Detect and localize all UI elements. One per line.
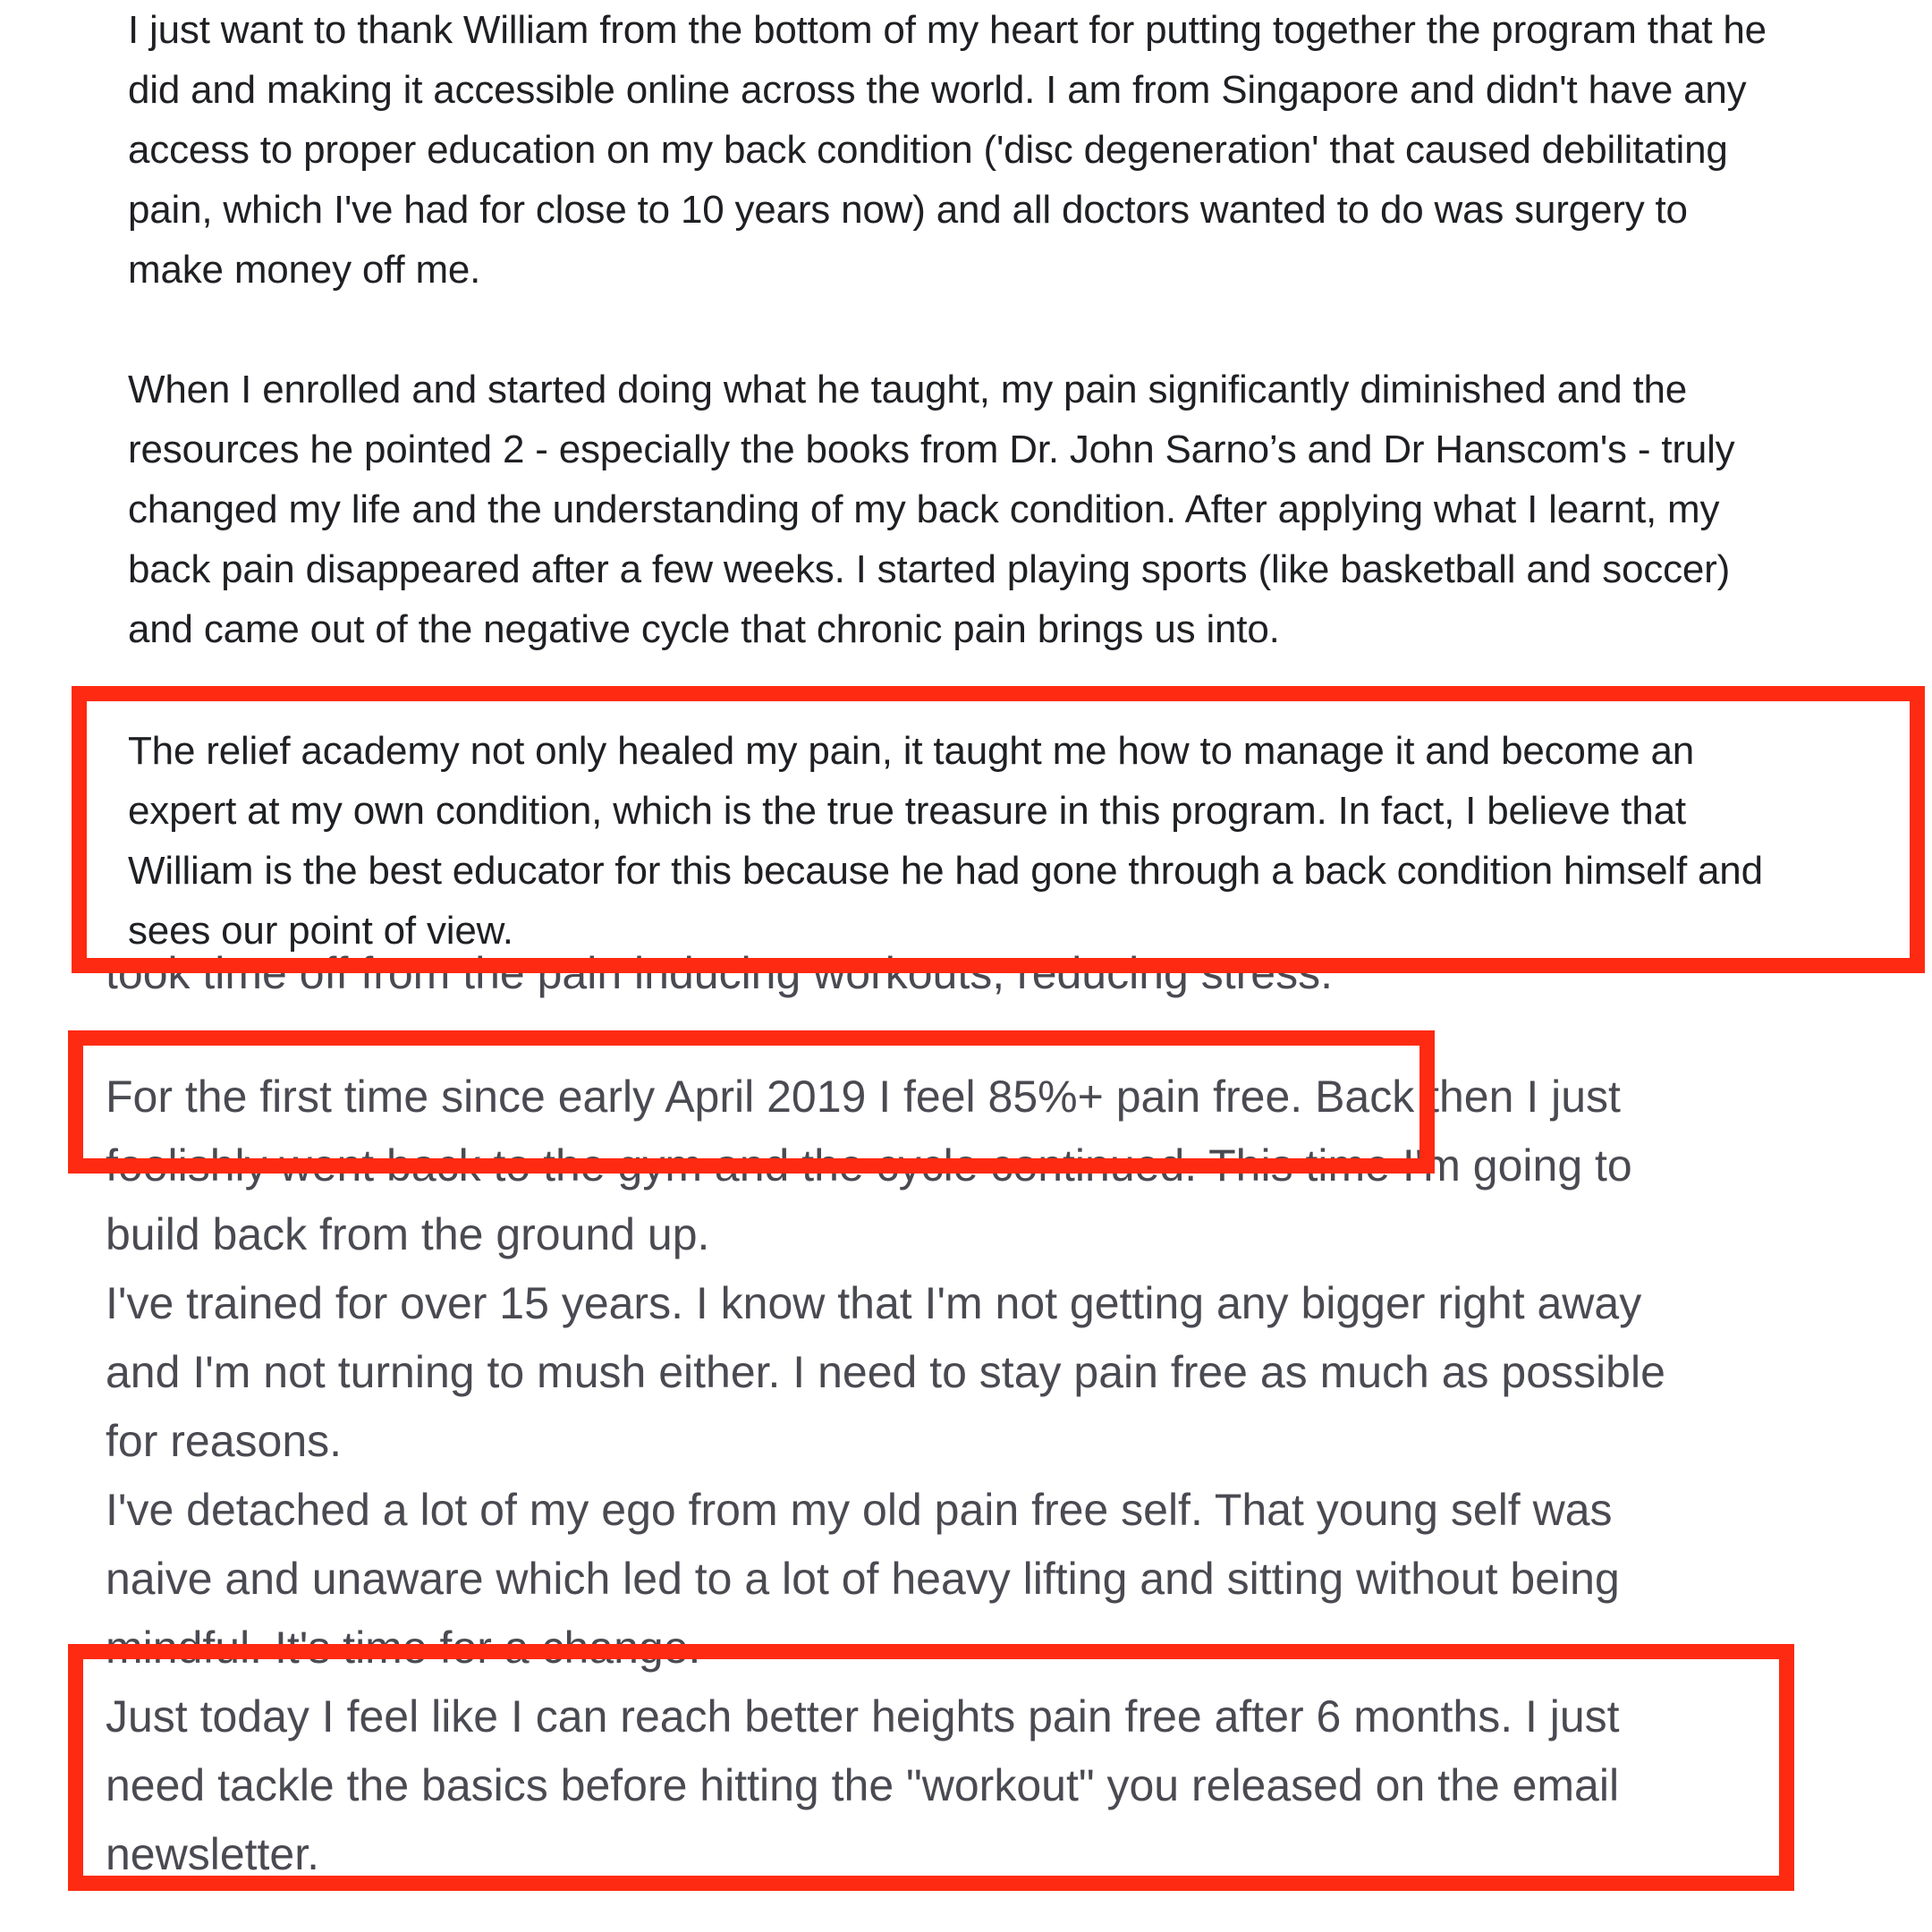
review-two-partial-line	[106, 948, 1333, 1011]
review-one	[128, 0, 1872, 659]
review-two-line-text: I've detached a lot of my ego from my old pain free self. That young self was	[106, 1485, 1613, 1535]
review-two-line-text: I've trained for over 15 years. I know that I'm not getting any bigger right away	[106, 1278, 1642, 1328]
highlighted-line-text: newsletter.	[106, 1829, 320, 1879]
review-two-line	[106, 1131, 1632, 1200]
review-two-line	[106, 1269, 1641, 1338]
review-one-line: and came out of the negative cycle that chronic pain brings us into.	[128, 607, 1280, 651]
review-one-line: pain, which I've had for close to 10 years now) and all doctors wanted to do was surgery to	[128, 188, 1688, 232]
paragraph-spacer	[128, 300, 1872, 360]
highlighted-line-text: need tackle the basics before hitting the "workout" you released on the email	[106, 1760, 1620, 1810]
review-two-continuation: Back then I just	[1302, 1072, 1621, 1122]
highlighted-line: expert at my own condition, which is the true treasure in this program. In fact, I believe that	[128, 789, 1686, 833]
review-two-line	[106, 1476, 1613, 1545]
review-one-line: resources he pointed 2 - especially the books from Dr. John Sarno’s and Dr Hanscom's - truly	[128, 428, 1735, 471]
review-one-line: When I enrolled and started doing what he taught, my pain significantly diminished and the	[128, 368, 1688, 411]
review-two-line-text: naive and unaware which led to a lot of heavy lifting and sitting without being	[106, 1554, 1620, 1604]
review-two-line-text: for reasons.	[106, 1416, 343, 1466]
review-two-line	[106, 1614, 701, 1673]
review-one-line: changed my life and the understanding of my back condition. After applying what I learnt, my	[128, 487, 1720, 531]
review-two-partial-text: took time off from the pain inducing workouts, reducing stress.	[106, 948, 1333, 998]
review-two-line-text: mindful. It's time for a change.	[106, 1623, 701, 1673]
highlighted-line-text: Just today I feel like I can reach better heights pain free after 6 months. I just	[106, 1691, 1620, 1741]
review-two-highlighted-line	[106, 1751, 1619, 1820]
review-one-line: back pain disappeared after a few weeks. I started playing sports (like basketball and soccer)	[128, 547, 1731, 591]
review-one-line: access to proper education on my back condition ('disc degeneration' that caused debilitating	[128, 128, 1728, 172]
review-two-highlighted-line	[106, 1820, 319, 1889]
review-one-line: did and making it accessible online across the world. I am from Singapore and didn't have any	[128, 68, 1747, 112]
review-two-line	[106, 1200, 709, 1269]
highlighted-line: The relief academy not only healed my pain, it taught me how to manage it and become an	[128, 729, 1694, 773]
review-one-line: make money off me.	[128, 248, 481, 292]
highlighted-line: sees our point of view.	[128, 909, 513, 953]
review-one-line: I just want to thank William from the bottom of my heart for putting together the program that he	[128, 8, 1767, 52]
review-two-line	[106, 1338, 1665, 1407]
review-one-highlighted-paragraph	[128, 721, 1872, 961]
review-two-line-text: build back from the ground up.	[106, 1209, 710, 1259]
review-two-line-text: foolishly went back to the gym and the cycle continued. This time I'm going to	[106, 1140, 1632, 1191]
review-two-line	[106, 1063, 1621, 1131]
review-two-line	[106, 1407, 342, 1476]
highlighted-line: William is the best educator for this because he had gone through a back condition himself and	[128, 849, 1763, 893]
review-two-line-text: and I'm not turning to mush either. I need to stay pain free as much as possible	[106, 1347, 1665, 1397]
review-two-highlighted-sentence: For the first time since early April 2019 I feel 85%+ pain free.	[106, 1072, 1303, 1122]
review-two-highlighted-line	[106, 1682, 1620, 1751]
review-two-line	[106, 1545, 1620, 1614]
